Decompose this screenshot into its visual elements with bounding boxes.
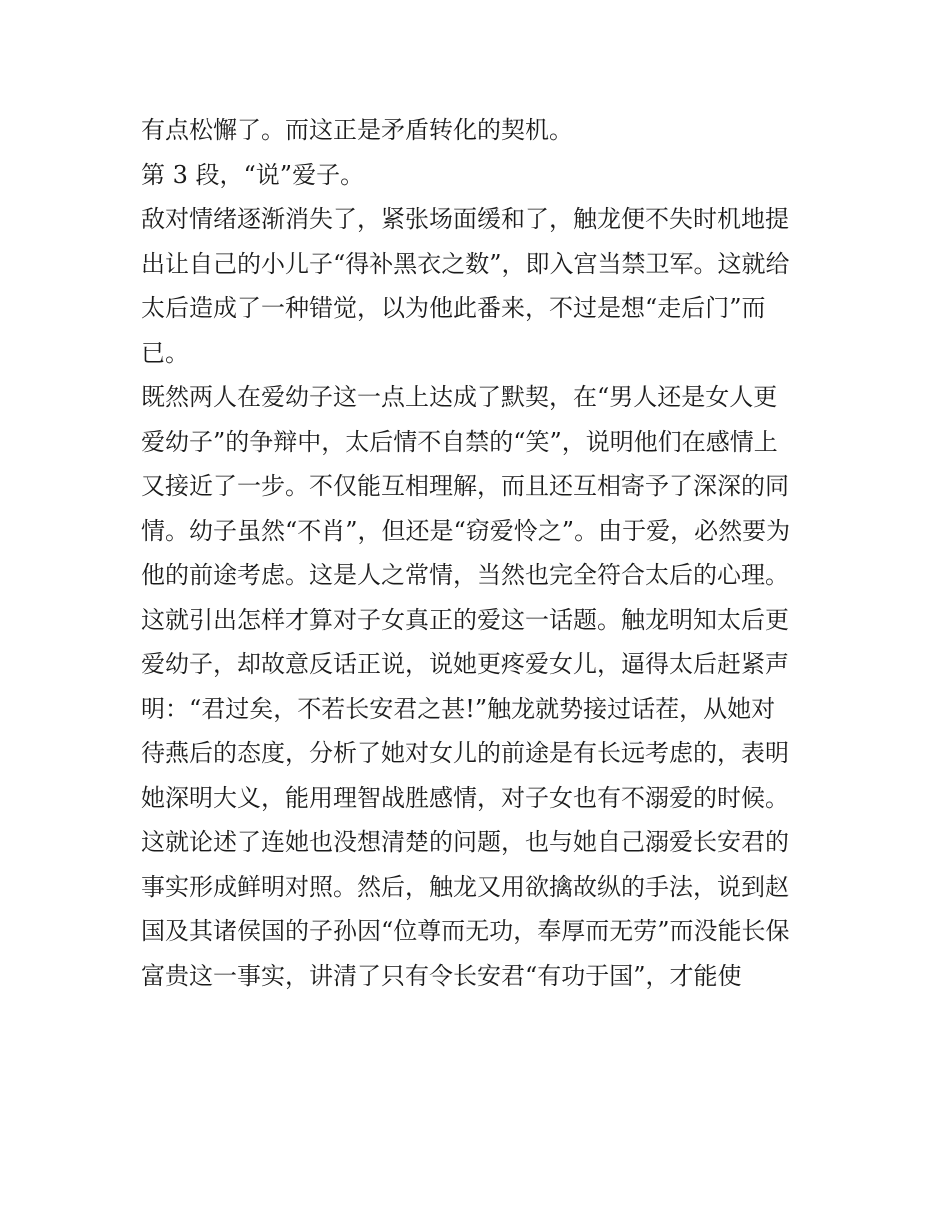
text-line: 情。幼子虽然“不肖”，但还是“窃爱怜之”。由于爱，必然要为	[141, 516, 791, 545]
body-text	[141, 108, 831, 998]
text-line: 又接近了一步。不仅能互相理解，而且还互相寄予了深深的同	[141, 472, 789, 500]
text-line: 出让自己的小儿子“得补黑衣之数”，即入宫当禁卫军。这就给	[141, 249, 790, 278]
text-line: 太后造成了一种错觉，以为他此番来，不过是想“走后门”而	[141, 294, 766, 322]
text-line: 这就引出怎样才算对子女真正的爱这一话题。触龙明知太后更	[141, 605, 789, 634]
text-line: 富贵这一事实，讲清了只有令长安君“有功于国”，才能使	[141, 961, 742, 990]
text-line: 国及其诸侯国的子孙因“位尊而无功，奉厚而无劳”而没能长保	[141, 917, 790, 945]
text-line: 敌对情绪逐渐消失了，紧张场面缓和了，触龙便不失时机地提	[141, 205, 789, 233]
text-line: 有点松懈了。而这正是矛盾转化的契机。	[141, 116, 573, 144]
text-line: 既然两人在爱幼子这一点上达成了默契，在“男人还是女人更	[141, 383, 778, 411]
text-line: 他的前途考虑。这是人之常情，当然也完全符合太后的心理。	[141, 561, 789, 589]
text-line: 事实形成鲜明对照。然后，触龙又用欲擒故纵的手法，说到赵	[141, 872, 789, 901]
text-line: 已。	[141, 338, 189, 367]
text-line: 她深明大义，能用理智战胜感情，对子女也有不溺爱的时候。	[141, 783, 789, 812]
text-line: 这就论述了连她也没想清楚的问题，也与她自己溺爱长安君的	[141, 828, 789, 856]
text-line: 第 3 段，“说”爱子。	[141, 160, 365, 189]
text-line: 明：“君过矣，不若长安君之甚!”触龙就势接过话茬，从她对	[141, 694, 776, 723]
text-line: 待燕后的态度，分析了她对女儿的前途是有长远考虑的，表明	[141, 739, 789, 767]
text-line: 爱幼子”的争辩中，太后情不自禁的“笑”，说明他们在感情上	[141, 427, 778, 456]
text-line: 爱幼子，却故意反话正说，说她更疼爱女儿，逼得太后赶紧声	[141, 650, 789, 678]
